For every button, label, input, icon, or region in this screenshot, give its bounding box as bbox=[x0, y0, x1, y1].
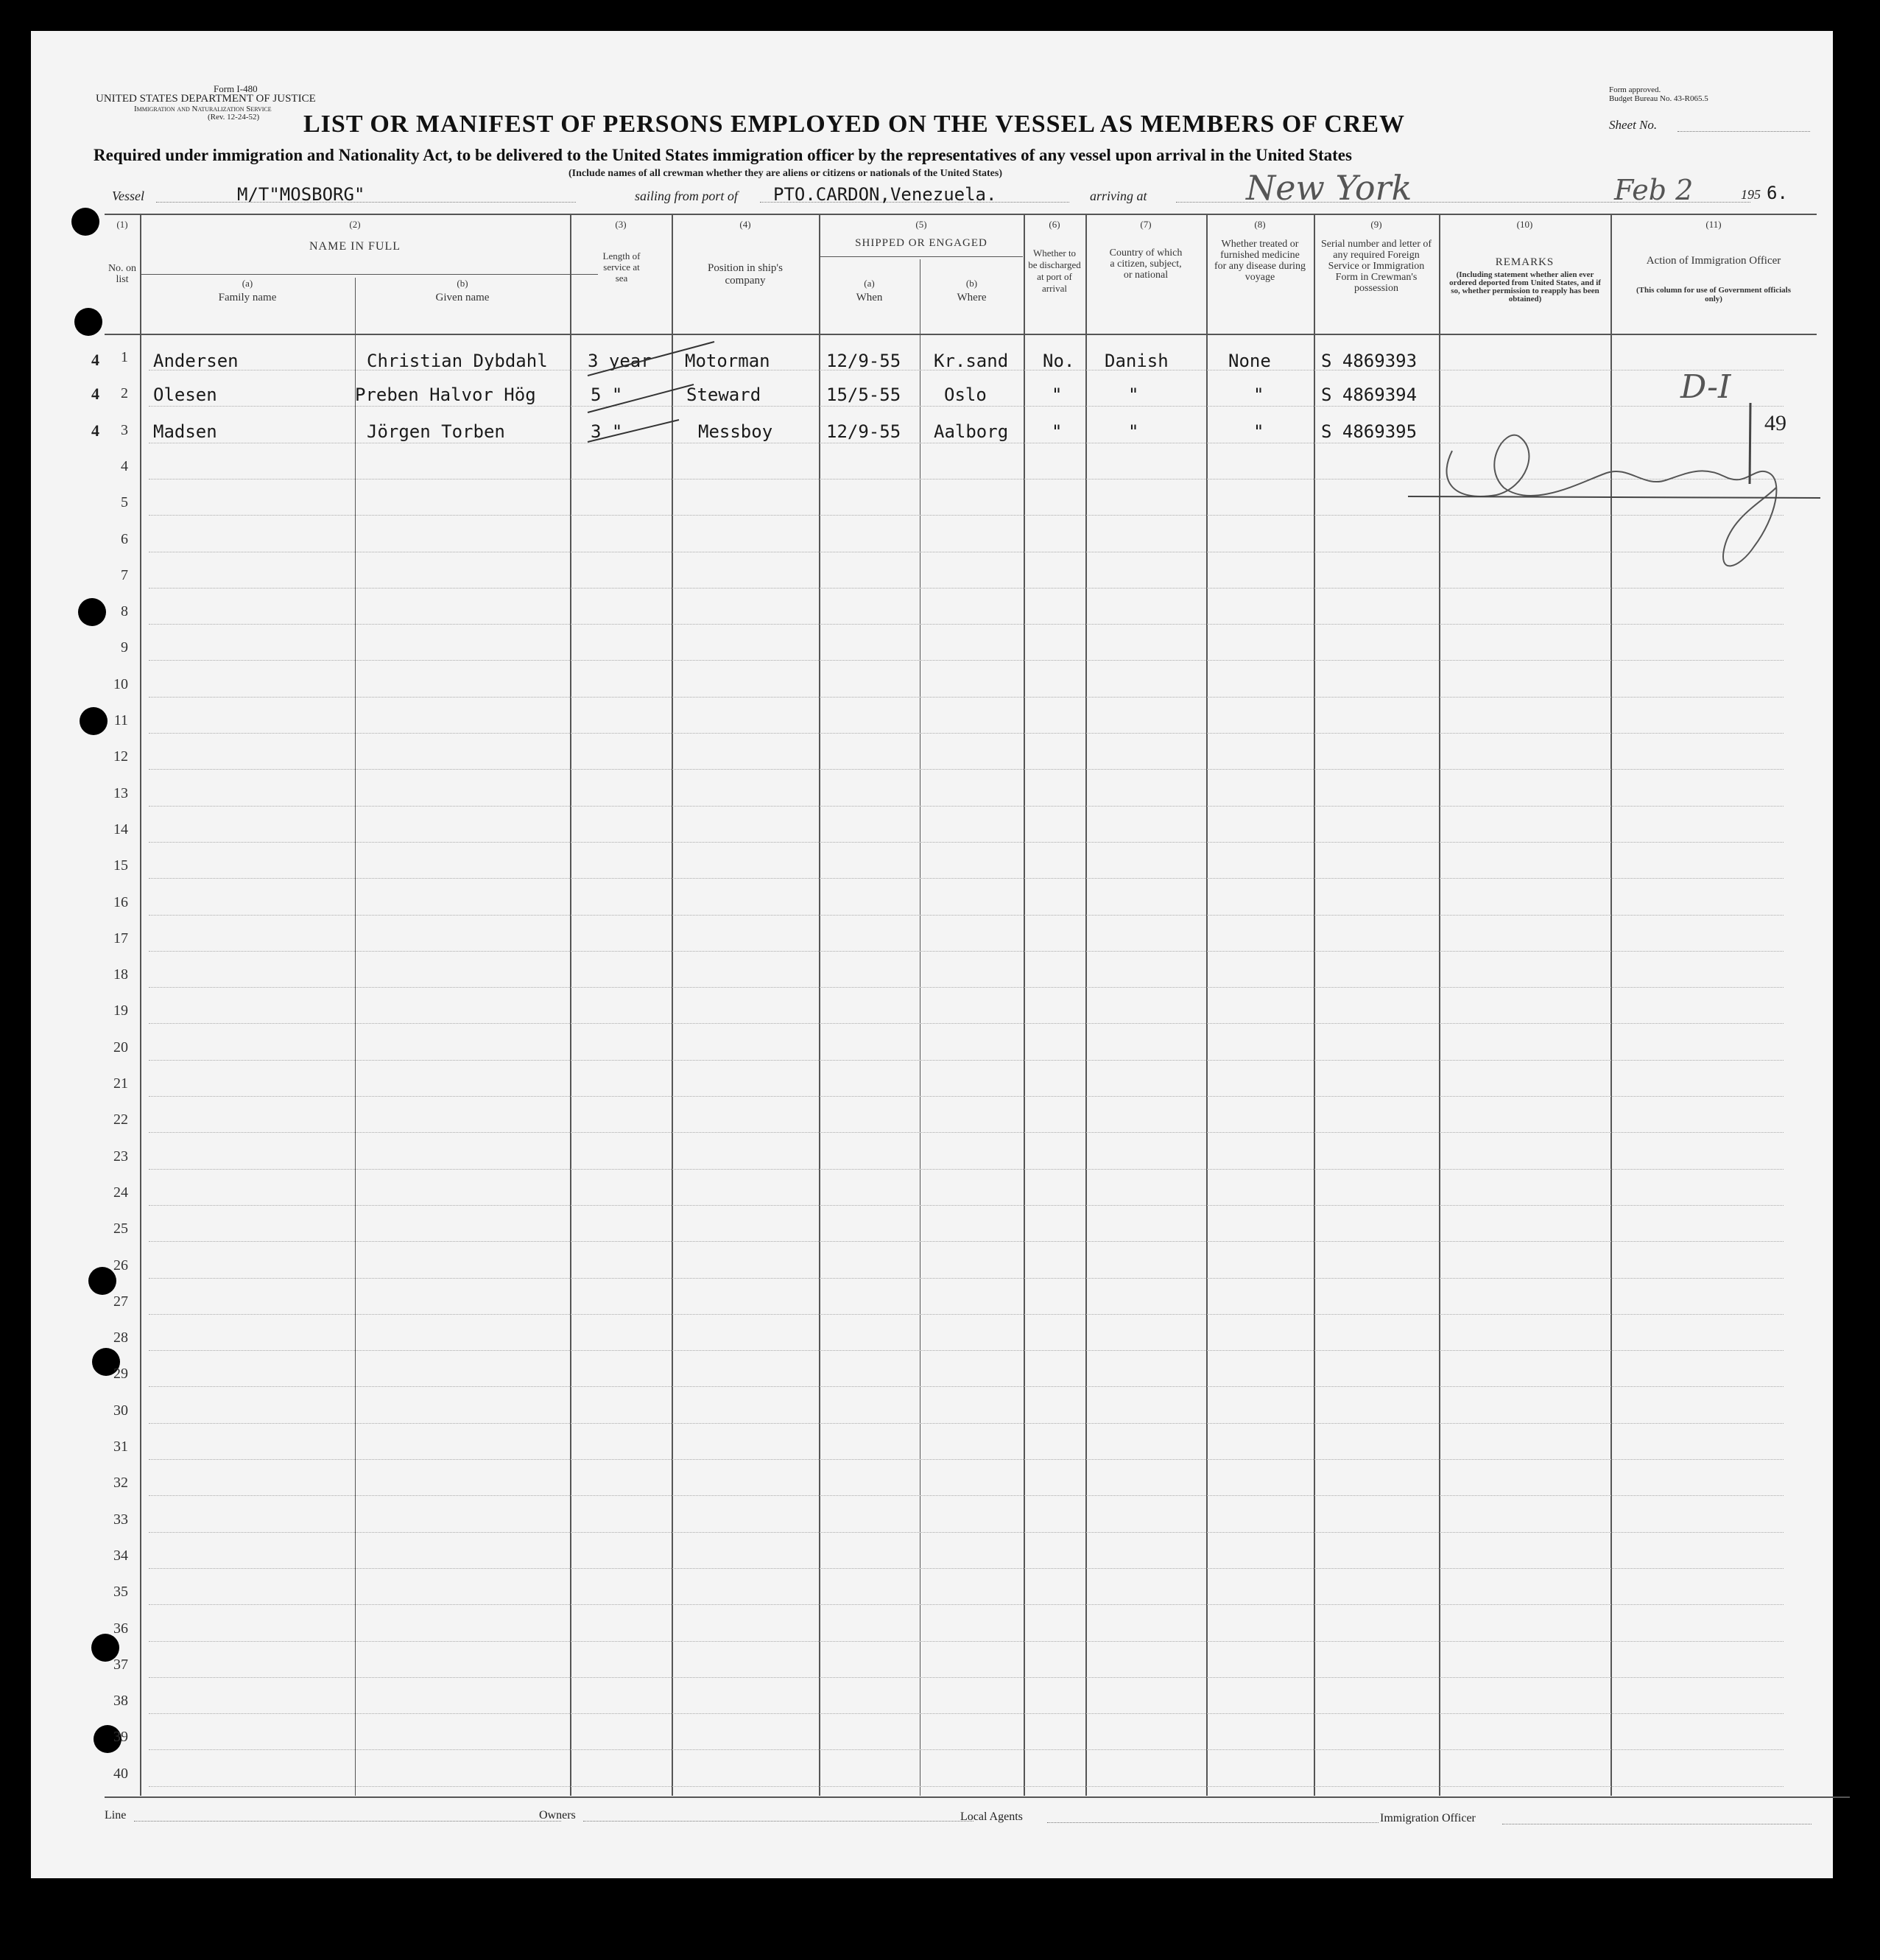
shipped-when: 15/5-55 bbox=[826, 384, 901, 405]
sailing-port: PTO.CARDON,Venezuela. bbox=[773, 184, 997, 205]
col-divider bbox=[1024, 215, 1025, 1796]
arrival-year-suffix: 6. bbox=[1767, 183, 1788, 203]
country: " bbox=[1128, 384, 1139, 405]
serial-number: S 4869395 bbox=[1321, 421, 1418, 442]
header-bottom-rule bbox=[105, 334, 1817, 335]
shipped-where: Oslo bbox=[944, 384, 987, 405]
row-number: 34 bbox=[113, 1548, 128, 1564]
col9-label: Serial number and letter of any required Foreign Service or Immigration Form in Crewman's possession bbox=[1320, 239, 1432, 294]
discharged: No. bbox=[1043, 351, 1075, 371]
col3-label: Length of service at sea bbox=[602, 250, 641, 284]
row-number: 33 bbox=[113, 1511, 128, 1528]
row-number: 12 bbox=[113, 748, 128, 765]
page-title: LIST OR MANIFEST OF PERSONS EMPLOYED ON THE VESSEL AS MEMBERS OF CREW bbox=[303, 110, 1406, 138]
col7-label: Country of which a citizen, subject, or national bbox=[1109, 247, 1183, 281]
row-rule bbox=[149, 660, 1784, 661]
arrival-year: 195 bbox=[1741, 187, 1761, 202]
punch-hole bbox=[74, 308, 102, 336]
col1-number: (1) bbox=[116, 219, 128, 230]
row-rule bbox=[149, 842, 1784, 843]
footer-agents-label: Local Agents bbox=[960, 1810, 1023, 1823]
given-name: Jörgen Torben bbox=[367, 421, 505, 442]
col4-number: (4) bbox=[739, 219, 751, 230]
service-name: Immigration and Naturalization Service bbox=[134, 105, 272, 113]
page-subtitle: Required under immigration and Nationality Act, to be delivered to the United States immigration officer by the representatives of any vessel upon arrival in the United States bbox=[94, 146, 1352, 164]
row-rule bbox=[149, 588, 1784, 589]
row-number: 22 bbox=[113, 1111, 128, 1128]
row-rule bbox=[149, 1096, 1784, 1097]
officer-action-stroke bbox=[1739, 399, 1761, 488]
row-rule bbox=[149, 624, 1784, 625]
row-rule bbox=[149, 1023, 1784, 1024]
service-length: 3 " bbox=[591, 421, 623, 442]
shipped-where: Kr.sand bbox=[934, 351, 1009, 371]
col2-number: (2) bbox=[349, 219, 361, 230]
position: Steward bbox=[686, 384, 761, 405]
footer-line-label: Line bbox=[105, 1809, 127, 1822]
row-number: 17 bbox=[113, 930, 128, 946]
row-rule bbox=[149, 806, 1784, 807]
col-divider bbox=[672, 215, 673, 1796]
row-rule bbox=[149, 987, 1784, 988]
col6-number: (6) bbox=[1049, 219, 1060, 230]
sheet-number-line bbox=[1677, 131, 1810, 132]
service-length: 5 " bbox=[591, 384, 623, 405]
officer-action-mark: D-I bbox=[1680, 368, 1731, 406]
given-name: Christian Dybdahl bbox=[367, 351, 548, 371]
footer-owners-rule bbox=[583, 1821, 974, 1822]
row-number: 8 bbox=[121, 603, 128, 619]
row-number: 4 bbox=[121, 458, 128, 474]
col11-number: (11) bbox=[1705, 219, 1722, 230]
col2b-label: Given name bbox=[435, 292, 490, 303]
row-number: 20 bbox=[113, 1039, 128, 1055]
row-number: 2 bbox=[121, 385, 128, 401]
vessel-name: M/T"MOSBORG" bbox=[237, 184, 365, 205]
row-number: 3 bbox=[121, 422, 128, 438]
row-number: 11 bbox=[113, 712, 128, 728]
row-rule bbox=[149, 1350, 1784, 1351]
arriving-label: arriving at bbox=[1090, 189, 1147, 203]
col9-number: (9) bbox=[1370, 219, 1382, 230]
col6-label: Whether to be discharged at port of arrival bbox=[1028, 247, 1081, 294]
col7-number: (7) bbox=[1140, 219, 1152, 230]
col5a-label: When bbox=[856, 292, 883, 303]
row-number: 38 bbox=[113, 1693, 128, 1709]
row-rule bbox=[149, 1132, 1784, 1133]
form-revision: (Rev. 12-24-52) bbox=[208, 113, 260, 122]
row-number: 35 bbox=[113, 1584, 128, 1600]
vessel-label: Vessel bbox=[112, 189, 144, 203]
page-note: (Include names of all crewman whether they are aliens or citizens or nationals of the United States) bbox=[568, 168, 1002, 179]
discharged: " bbox=[1052, 384, 1063, 405]
row-rule bbox=[149, 1386, 1784, 1387]
row-rule bbox=[149, 1169, 1784, 1170]
col1-label: No. on list bbox=[108, 263, 137, 285]
given-name: Preben Halvor Hög bbox=[355, 384, 536, 405]
row-rule bbox=[149, 1495, 1784, 1496]
row-number: 7 bbox=[121, 567, 128, 583]
row-rule bbox=[149, 1786, 1784, 1787]
arriving-port: New York bbox=[1246, 168, 1412, 208]
row-rule bbox=[149, 915, 1784, 916]
approval-line-2: Budget Bureau No. 43-R065.5 bbox=[1609, 94, 1708, 103]
form-number: Form I-480 bbox=[214, 83, 258, 94]
sailing-label: sailing from port of bbox=[635, 189, 738, 203]
row-number: 25 bbox=[113, 1220, 128, 1237]
footer-agents-rule bbox=[1047, 1822, 1379, 1823]
punch-hole bbox=[71, 208, 99, 236]
col2a-label: Family name bbox=[218, 292, 277, 303]
row-rule bbox=[149, 878, 1784, 879]
shipped-when: 12/9-55 bbox=[826, 421, 901, 442]
department-name: UNITED STATES DEPARTMENT OF JUSTICE bbox=[96, 93, 316, 105]
row-rule bbox=[149, 1278, 1784, 1279]
row-number: 15 bbox=[113, 857, 128, 874]
col-divider bbox=[1085, 215, 1087, 1796]
row-rule bbox=[149, 733, 1784, 734]
shipped-when: 12/9-55 bbox=[826, 351, 901, 371]
row-tally-mark: 4 bbox=[91, 421, 99, 440]
row-rule bbox=[149, 1749, 1784, 1750]
row-rule bbox=[149, 951, 1784, 952]
service-length: 3 year bbox=[588, 351, 652, 371]
serial-number: S 4869393 bbox=[1321, 351, 1418, 371]
sheet-number-label: Sheet No. bbox=[1609, 118, 1658, 132]
col4-label: Position in ship's company bbox=[708, 262, 783, 287]
row-number: 13 bbox=[113, 785, 128, 801]
row-rule bbox=[149, 406, 1784, 407]
col5-label: SHIPPED OR ENGAGED bbox=[855, 237, 987, 249]
position: Motorman bbox=[685, 351, 770, 371]
row-rule bbox=[149, 1060, 1784, 1061]
col8-label: Whether treated or furnished medicine for any disease during voyage bbox=[1214, 239, 1306, 283]
family-name: Andersen bbox=[153, 351, 239, 371]
row-number: 5 bbox=[121, 494, 128, 510]
country: " bbox=[1128, 421, 1139, 442]
row-number: 28 bbox=[113, 1330, 128, 1346]
family-name: Olesen bbox=[153, 384, 217, 405]
table-top-rule bbox=[105, 214, 1817, 215]
approval-line-1: Form approved. bbox=[1609, 85, 1661, 94]
row-rule bbox=[149, 1713, 1784, 1714]
row-tally-mark: 4 bbox=[91, 384, 99, 403]
row-rule bbox=[149, 769, 1784, 770]
row-number: 10 bbox=[113, 676, 128, 692]
col5b-letter: (b) bbox=[965, 278, 978, 289]
col11-label: Action of Immigration Officer bbox=[1646, 255, 1781, 267]
row-number: 40 bbox=[113, 1766, 128, 1782]
row-number: 14 bbox=[113, 821, 128, 837]
col5a-letter: (a) bbox=[864, 278, 875, 289]
row-number: 37 bbox=[113, 1657, 128, 1673]
row-number: 26 bbox=[113, 1257, 128, 1274]
row-number: 31 bbox=[113, 1439, 128, 1455]
row-number: 18 bbox=[113, 966, 128, 983]
col-divider bbox=[1206, 215, 1208, 1796]
col10-label: (Including statement whether alien ever ordered deported from United States, and if so, whether permission to reapply has been obtained) bbox=[1449, 270, 1601, 303]
footer-owners-label: Owners bbox=[539, 1809, 576, 1822]
shipped-where: Aalborg bbox=[934, 421, 1009, 442]
serial-number: S 4869394 bbox=[1321, 384, 1418, 405]
row-number: 36 bbox=[113, 1620, 128, 1637]
row-number: 23 bbox=[113, 1148, 128, 1165]
shipped-subheader-rule bbox=[820, 256, 1023, 257]
col-divider bbox=[819, 215, 820, 1796]
col10-number: (10) bbox=[1516, 219, 1533, 230]
vessel-line bbox=[156, 202, 576, 203]
row-tally-mark: 4 bbox=[91, 351, 99, 369]
col-divider bbox=[570, 215, 571, 1796]
row-rule bbox=[149, 1205, 1784, 1206]
row-number: 29 bbox=[113, 1366, 128, 1382]
footer-line-rule bbox=[134, 1821, 561, 1822]
footer-officer-label: Immigration Officer bbox=[1380, 1812, 1476, 1824]
country: Danish bbox=[1105, 351, 1169, 371]
row-number: 6 bbox=[121, 531, 128, 547]
row-rule bbox=[149, 1677, 1784, 1678]
medicine: " bbox=[1253, 384, 1264, 405]
col8-number: (8) bbox=[1254, 219, 1266, 230]
col3-number: (3) bbox=[615, 219, 627, 230]
col2-label: NAME IN FULL bbox=[309, 240, 401, 253]
row-rule bbox=[149, 1423, 1784, 1424]
row-rule bbox=[149, 1641, 1784, 1642]
manifest-page bbox=[31, 31, 1833, 1878]
col-divider bbox=[1314, 215, 1315, 1796]
col10-title: REMARKS bbox=[1495, 256, 1555, 268]
name-subheader-rule bbox=[141, 274, 598, 275]
medicine: " bbox=[1253, 421, 1264, 442]
col2a-letter: (a) bbox=[242, 278, 253, 289]
family-name: Madsen bbox=[153, 421, 217, 442]
side-number: 49 bbox=[1764, 411, 1786, 435]
discharged: " bbox=[1052, 421, 1063, 442]
row-number: 16 bbox=[113, 894, 128, 910]
row-number: 24 bbox=[113, 1184, 128, 1201]
col5b-label: Where bbox=[957, 292, 987, 303]
row-rule bbox=[149, 1604, 1784, 1605]
col11-note: (This column for use of Government officials only) bbox=[1636, 286, 1791, 303]
row-rule bbox=[149, 1314, 1784, 1315]
row-number: 27 bbox=[113, 1293, 128, 1310]
position: Messboy bbox=[698, 421, 773, 442]
row-rule bbox=[149, 1532, 1784, 1533]
row-rule bbox=[149, 697, 1784, 698]
row-rule bbox=[149, 1459, 1784, 1460]
row-number: 32 bbox=[113, 1475, 128, 1491]
row-number: 30 bbox=[113, 1402, 128, 1419]
col5-number: (5) bbox=[915, 219, 927, 230]
row-number: 19 bbox=[113, 1002, 128, 1019]
strike-marks bbox=[583, 340, 716, 443]
col-divider bbox=[140, 215, 141, 1796]
table-bottom-rule bbox=[105, 1796, 1850, 1798]
medicine: None bbox=[1228, 351, 1271, 371]
row-number: 9 bbox=[121, 639, 128, 656]
arrival-date: Feb 2 bbox=[1614, 174, 1694, 206]
row-rule bbox=[149, 1241, 1784, 1242]
row-rule bbox=[149, 1568, 1784, 1569]
row-number: 21 bbox=[113, 1075, 128, 1092]
col2b-letter: (b) bbox=[457, 278, 468, 289]
row-number: 39 bbox=[113, 1729, 128, 1745]
row-number: 1 bbox=[121, 349, 128, 365]
